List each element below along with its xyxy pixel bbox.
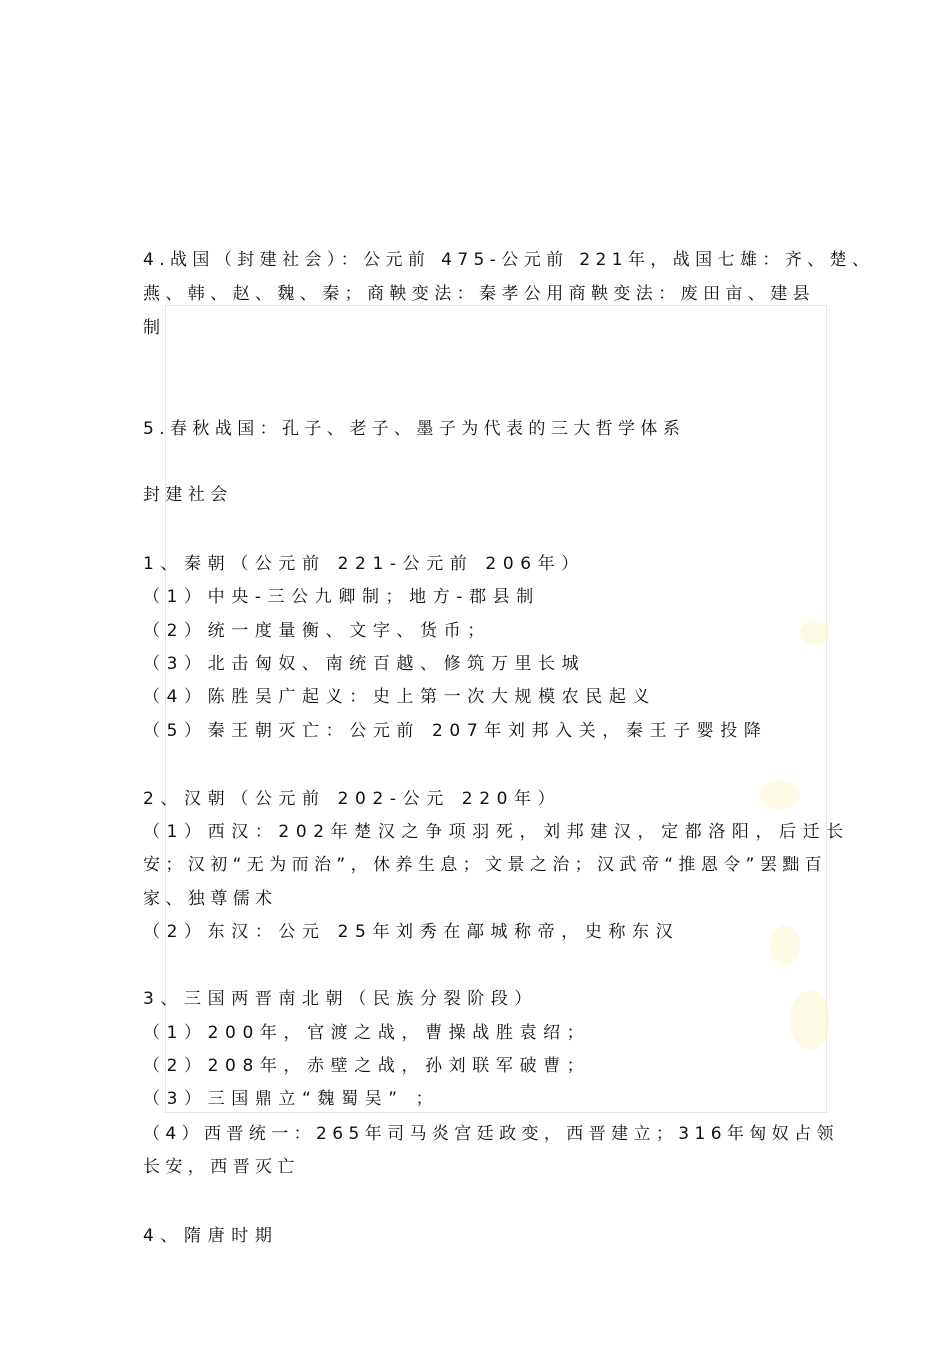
text-line: （3）三国鼎立“魏蜀吴” ； <box>143 1089 440 1109</box>
text-line: （5）秦王朝灭亡：公元前 207年刘邦入关，秦王子婴投降 <box>143 721 768 741</box>
text-line: （3）北击匈奴、南统百越、修筑万里长城 <box>143 654 586 674</box>
text-line: 4.战国（封建社会）：公元前 475-公元前 221年，战国七雄：齐、楚、 <box>143 250 875 270</box>
text-line: （1）200年，官渡之战，曹操战胜袁绍； <box>143 1023 591 1043</box>
text-line: （4）陈胜吴广起义：史上第一次大规模农民起义 <box>143 687 657 707</box>
text-line: （2）208年，赤壁之战，孙刘联军破曹； <box>143 1056 591 1076</box>
text-line: 家、独尊儒术 <box>143 889 278 909</box>
text-line: （1）西汉：202年楚汉之争项羽死，刘邦建汉，定都洛阳，后迁长 <box>143 822 850 842</box>
text-line: 3、三国两晋南北朝（民族分裂阶段） <box>143 989 539 1009</box>
text-line: 长安，西晋灭亡 <box>143 1157 300 1177</box>
text-line: 4、隋唐时期 <box>143 1226 279 1246</box>
text-line: 制 <box>143 318 166 338</box>
section-heading: 封建社会 <box>143 485 233 505</box>
text-line: 燕、韩、赵、魏、秦；商鞅变法：秦孝公用商鞅变法：废田亩、建县 <box>143 284 815 304</box>
text-line: （2）统一度量衡、文字、货币； <box>143 621 491 641</box>
text-line: （2）东汉：公元 25年刘秀在鄗城称帝，史称东汉 <box>143 922 680 942</box>
text-line: 安；汉初“无为而治”，休养生息；文景之治；汉武帝“推恩令”罢黜百 <box>143 855 828 875</box>
text-line: （1）中央-三公九卿制；地方-郡县制 <box>143 587 540 607</box>
text-line: 2、汉朝（公元前 202-公元 220年） <box>143 789 562 809</box>
text-line: 5.春秋战国：孔子、老子、墨子为代表的三大哲学体系 <box>143 419 686 439</box>
text-line: 1、秦朝（公元前 221-公元前 206年） <box>143 554 585 574</box>
text-line: （4）西晋统一：265年司马炎宫廷政变，西晋建立；316年匈奴占领 <box>143 1124 839 1144</box>
